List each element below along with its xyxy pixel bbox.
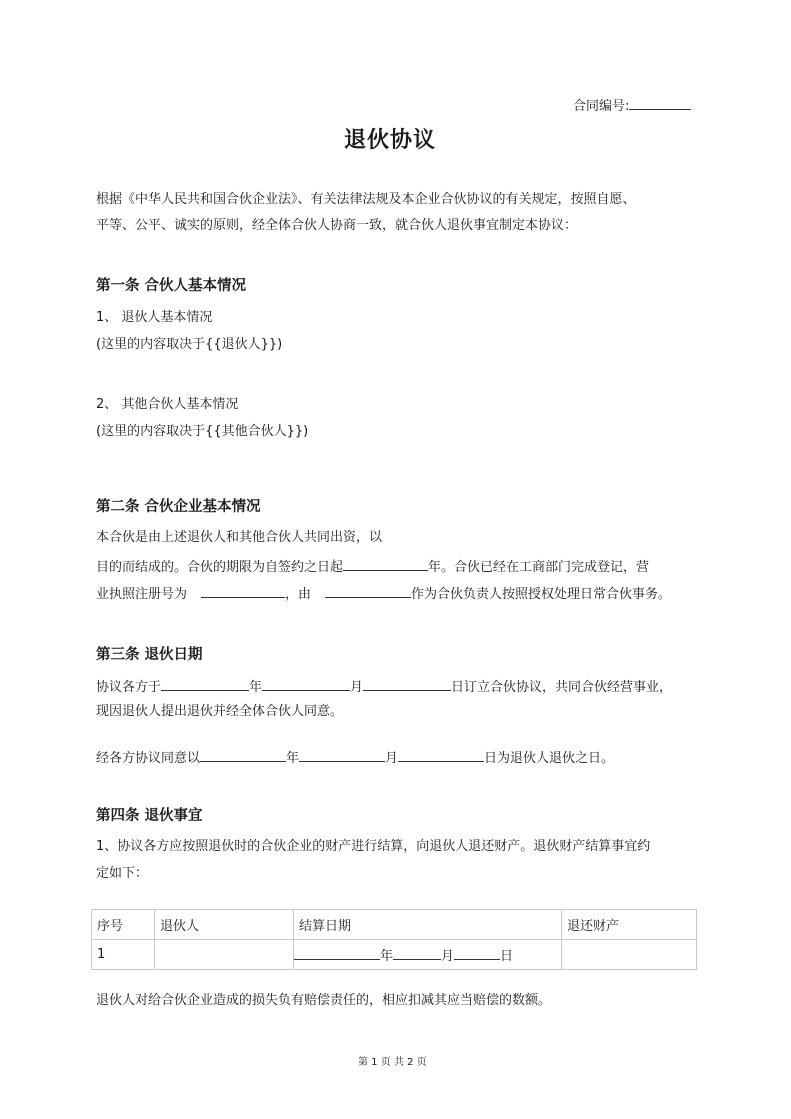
responsible-partner-blank[interactable] <box>325 585 411 598</box>
article-3-line-1-text-a: 协议各方于 <box>96 680 162 695</box>
article-3-line-3-text-a: 经各方协议同意以 <box>96 751 201 766</box>
withdrawal-day-blank[interactable] <box>398 749 484 762</box>
article-2-line-3-text-b: ，由 <box>285 587 312 602</box>
agreement-year-blank[interactable] <box>161 678 249 691</box>
article-3-line-3-text-b: 日为退伙人退伙之日。 <box>484 751 615 766</box>
table-row <box>92 940 697 970</box>
registration-number-blank[interactable] <box>201 585 285 598</box>
article-3-heading: 第三条 退伙日期 <box>96 646 203 663</box>
article-4-line-1: 1、协议各方应按照退伙时的合伙企业的财产进行结算，向退伙人退还财产。退伙财产结算事宜约 <box>96 839 651 854</box>
article-3-line-2: 现因退伙人提出退伙并经全体合伙人同意。 <box>96 704 344 719</box>
article-3-line-1 <box>96 678 672 694</box>
agreement-month-blank[interactable] <box>262 678 350 691</box>
settle-day-label: 日 <box>500 949 514 964</box>
page-footer: 第 1 页 共 2 页 <box>358 1057 427 1068</box>
contract-number-line <box>573 97 691 113</box>
article-3-line-1-text-b: 日订立合伙协议，共同合伙经营事业， <box>451 680 673 695</box>
settle-year-blank[interactable] <box>294 947 380 960</box>
article-2-line-3-text-c: 作为合伙负责人按照授权处理日常合伙事务。 <box>411 587 672 602</box>
article-3-withdraw-month-label: 月 <box>385 751 399 766</box>
row-property[interactable] <box>562 940 697 970</box>
article-1-item-1-note: (这里的内容取决于{{退伙人}}) <box>96 337 283 352</box>
contract-number-label: 合同编号: <box>573 99 630 114</box>
article-2-line-3-text-a: 业执照注册号为 <box>96 587 188 602</box>
table-header-date: 结算日期 <box>294 910 562 940</box>
table-header-person: 退伙人 <box>155 910 294 940</box>
term-years-blank[interactable] <box>343 558 428 571</box>
article-1-item-2-note: (这里的内容取决于{{其他合伙人}}) <box>96 424 309 439</box>
withdrawal-year-blank[interactable] <box>200 749 286 762</box>
table-header-no: 序号 <box>92 910 155 940</box>
intro-line-1: 根据《中华人民共和国合伙企业法》、有关法律法规及本企业合伙协议的有关规定，按照自愿、 <box>96 192 636 207</box>
article-2-line-2 <box>96 558 649 574</box>
article-1-item-2: 2、 其他合伙人基本情况 <box>96 397 239 412</box>
article-3-year-label: 年 <box>249 680 263 695</box>
article-3-month-label: 月 <box>350 680 364 695</box>
article-2-line-3 <box>96 585 671 601</box>
withdrawal-month-blank[interactable] <box>299 749 385 762</box>
table-header-property: 退还财产 <box>562 910 697 940</box>
article-4-line-2: 定如下： <box>96 866 149 881</box>
article-4-after-table: 退伙人对给合伙企业造成的损失负有赔偿责任的，相应扣减其应当赔偿的数额。 <box>96 993 552 1008</box>
article-2-line-2-text-b: 年。合伙已经在工商部门完成登记，营 <box>428 560 650 575</box>
article-1-heading: 第一条 合伙人基本情况 <box>96 277 247 294</box>
row-date <box>294 940 562 970</box>
article-4-heading: 第四条 退伙事宜 <box>96 807 203 824</box>
article-3-withdraw-year-label: 年 <box>286 751 300 766</box>
article-2-heading: 第二条 合伙企业基本情况 <box>96 498 261 515</box>
table-header-row <box>92 910 697 940</box>
row-no: 1 <box>92 940 155 970</box>
settle-day-blank[interactable] <box>454 947 500 960</box>
document-title: 退伙协议 <box>344 127 437 153</box>
intro-line-2: 平等、公平、诚实的原则，经全体合伙人协商一致，就合伙人退伙事宜制定本协议： <box>96 218 578 233</box>
article-3-line-3 <box>96 749 614 765</box>
agreement-day-blank[interactable] <box>363 678 451 691</box>
contract-number-blank[interactable] <box>629 97 691 110</box>
row-person[interactable] <box>155 940 294 970</box>
settle-year-label: 年 <box>380 949 394 964</box>
article-1-item-1: 1、 退伙人基本情况 <box>96 310 213 325</box>
settle-month-blank[interactable] <box>393 947 441 960</box>
settle-month-label: 月 <box>441 949 455 964</box>
article-2-line-1: 本合伙是由上述退伙人和其他合伙人共同出资，以 <box>96 530 383 545</box>
article-2-line-2-text-a: 目的而结成的。合伙的期限为自签约之日起 <box>96 560 344 575</box>
settlement-table <box>91 909 697 970</box>
